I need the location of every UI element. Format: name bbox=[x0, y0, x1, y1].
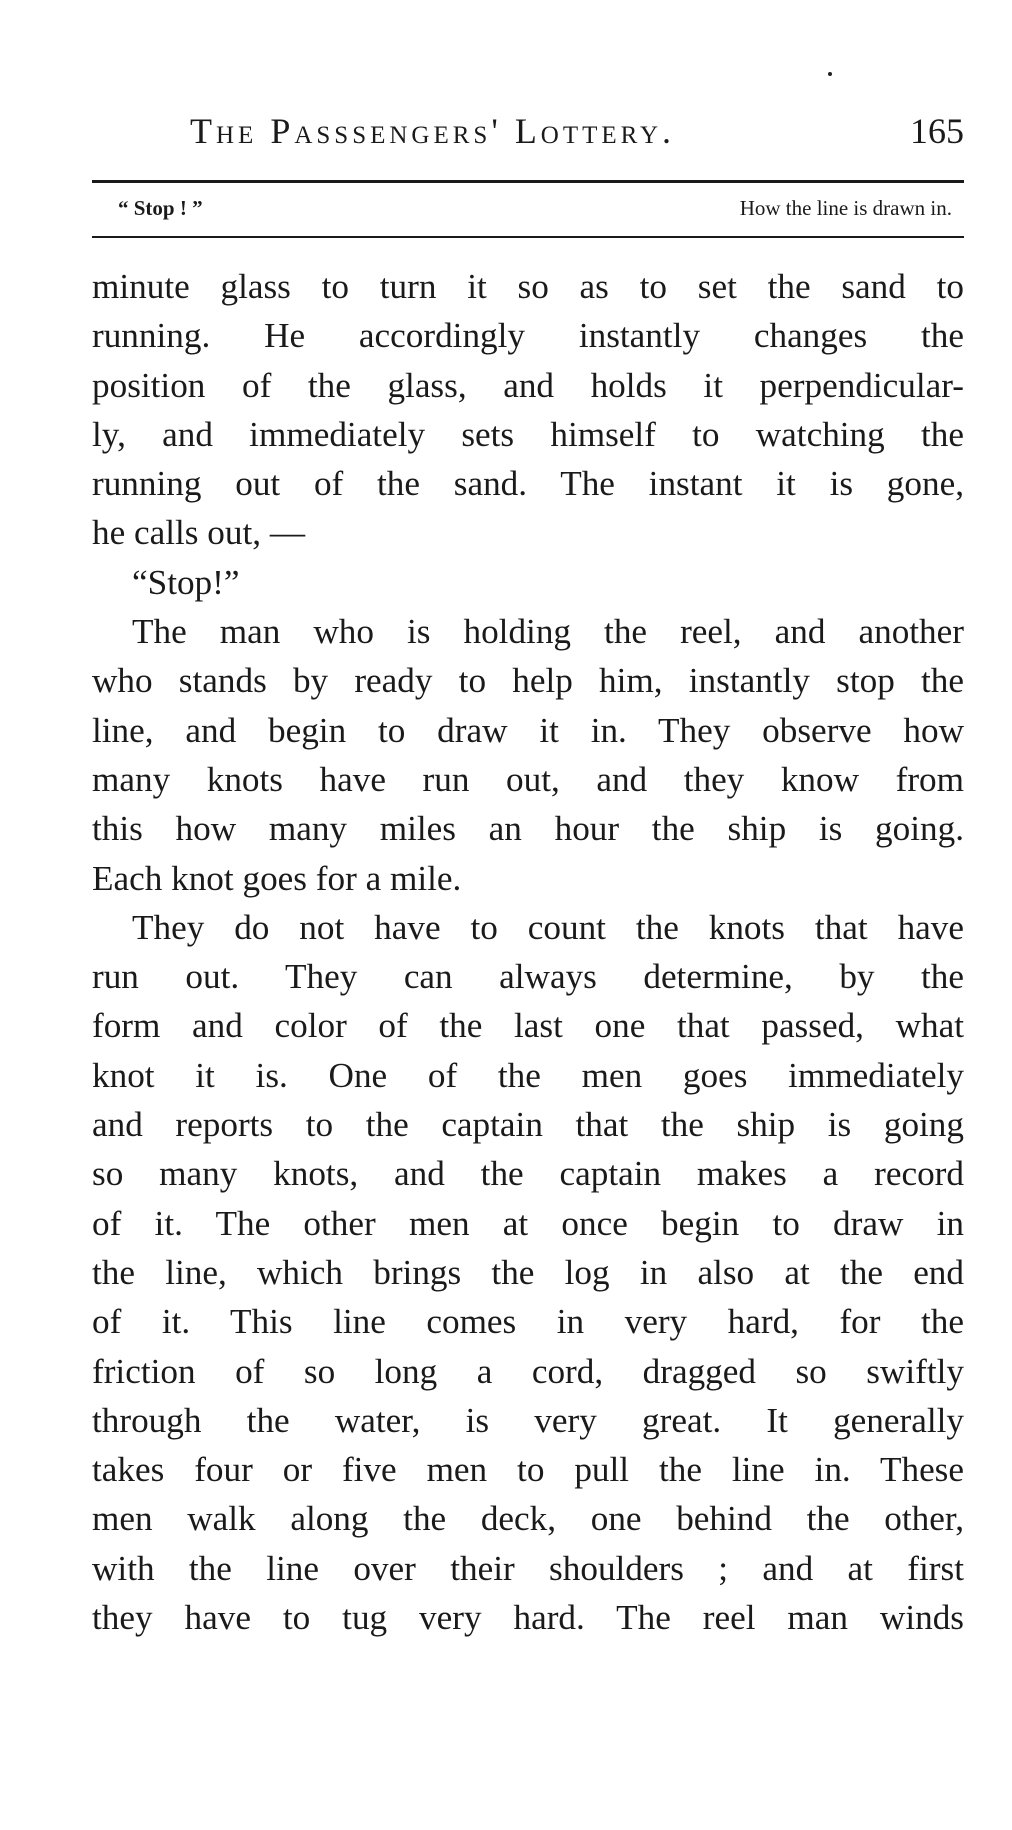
text-line: of it. This line comes in very hard, for the bbox=[92, 1302, 964, 1342]
header-rule-top bbox=[92, 180, 964, 183]
text-line: takes four or five men to pull the line in. These bbox=[92, 1450, 964, 1490]
text-line: with the line over their shoulders ; and at first bbox=[92, 1548, 964, 1588]
running-title: The Passsengers' Lottery. bbox=[190, 111, 676, 151]
header-rule-bottom bbox=[92, 236, 964, 238]
text-line: men walk along the deck, one behind the other, bbox=[92, 1499, 964, 1539]
text-line: he calls out, — bbox=[92, 513, 306, 553]
text-line: the line, which brings the log in also at the end bbox=[92, 1252, 964, 1292]
text-line: line, and begin to draw it in. They observe how bbox=[92, 710, 964, 750]
text-line: ly, and immediately sets himself to watching the bbox=[92, 414, 964, 454]
text-line: running out of the sand. The instant it is gone, bbox=[92, 464, 964, 504]
body-text bbox=[92, 262, 964, 1642]
text-line: The man who is holding the reel, and another bbox=[132, 612, 964, 652]
text-line: and reports to the captain that the ship is going bbox=[92, 1105, 964, 1145]
stray-ink-dot bbox=[828, 72, 832, 76]
text-line: running. He accordingly instantly changes the bbox=[92, 316, 964, 356]
text-line: knot it is. One of the men goes immediately bbox=[92, 1055, 964, 1095]
text-line: they have to tug very hard. The reel man winds bbox=[92, 1598, 964, 1638]
text-line: this how many miles an hour the ship is going. bbox=[92, 809, 964, 849]
text-line: “Stop!” bbox=[132, 562, 240, 602]
subhead-right: How the line is drawn in. bbox=[739, 196, 952, 220]
text-line: through the water, is very great. It generally bbox=[92, 1400, 964, 1440]
subhead-left: “ Stop ! ” bbox=[118, 196, 203, 220]
text-line: form and color of the last one that passed, what bbox=[92, 1006, 964, 1046]
text-line: of it. The other men at once begin to draw in bbox=[92, 1203, 964, 1243]
text-line: They do not have to count the knots that have bbox=[132, 907, 964, 947]
text-line: who stands by ready to help him, instantly stop the bbox=[92, 661, 964, 701]
text-line: many knots have run out, and they know from bbox=[92, 759, 964, 799]
page-number: 165 bbox=[910, 111, 964, 151]
text-line: position of the glass, and holds it perpendicular- bbox=[92, 365, 964, 405]
text-line: minute glass to turn it so as to set the sand to bbox=[92, 267, 964, 306]
text-line: friction of so long a cord, dragged so swiftly bbox=[92, 1351, 964, 1391]
subhead bbox=[92, 192, 964, 226]
text-line: Each knot goes for a mile. bbox=[92, 858, 462, 898]
page-header bbox=[92, 108, 964, 156]
text-line: so many knots, and the captain makes a record bbox=[92, 1154, 964, 1194]
text-line: run out. They can always determine, by the bbox=[92, 957, 964, 997]
